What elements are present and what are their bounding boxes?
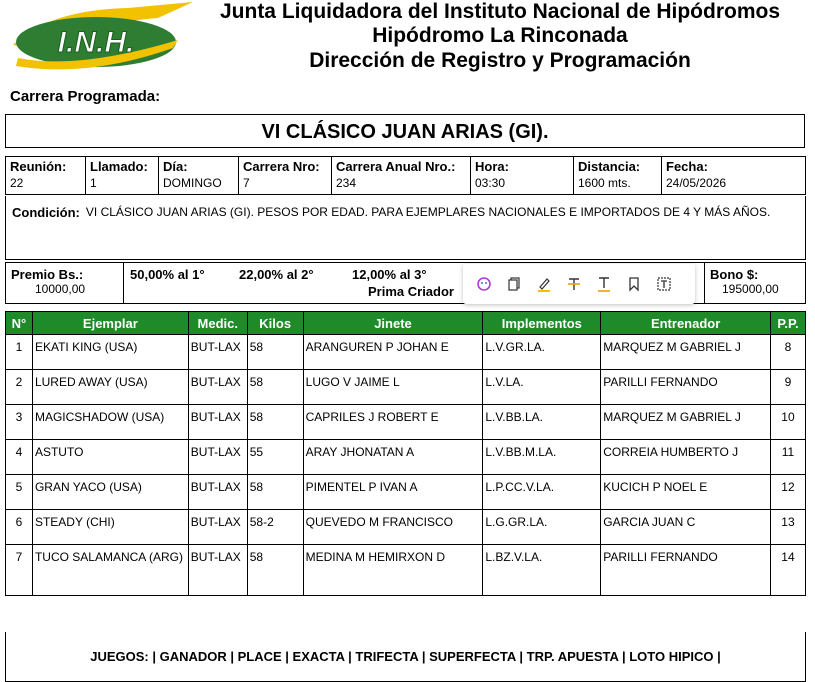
col-header-medic: Medic. bbox=[188, 312, 247, 335]
hora-cell bbox=[471, 157, 574, 194]
row-kilos: 58 bbox=[247, 545, 303, 596]
logo-text: I.N.H. bbox=[57, 26, 135, 59]
col-header-entrenador: Entrenador bbox=[601, 312, 771, 335]
fecha-label: Fecha: bbox=[666, 159, 708, 174]
ai-assistant-icon[interactable] bbox=[475, 275, 493, 293]
row-ejemplar: ASTUTO bbox=[32, 440, 188, 475]
row-entrenador: MARQUEZ M GABRIEL J bbox=[601, 405, 771, 440]
condicion-text: VI CLÁSICO JUAN ARIAS (GI). PESOS POR EDAD. PARA EJEMPLARES NACIONALES E IMPORTADOS DE 4 Y MÁS AÑOS. bbox=[85, 205, 771, 219]
race-info-row bbox=[5, 156, 806, 195]
entries-table bbox=[5, 311, 806, 596]
row-numero: 3 bbox=[6, 405, 33, 440]
bono-label: Bono $: bbox=[710, 267, 759, 282]
text-select-icon[interactable] bbox=[655, 275, 673, 293]
copy-icon[interactable] bbox=[505, 275, 523, 293]
reunion-cell bbox=[6, 157, 86, 194]
row-implementos: L.G.GR.LA. bbox=[483, 510, 601, 545]
table-row bbox=[6, 370, 806, 405]
row-numero: 1 bbox=[6, 335, 33, 370]
table-row bbox=[6, 440, 806, 475]
bookmark-icon[interactable] bbox=[625, 275, 643, 293]
distancia-cell bbox=[574, 157, 662, 194]
carrera-anual-label: Carrera Anual Nro.: bbox=[336, 159, 456, 174]
header-racetrack: Hipódromo La Rinconada bbox=[372, 24, 628, 47]
table-row bbox=[6, 405, 806, 440]
row-kilos: 58 bbox=[247, 370, 303, 405]
table-header-row bbox=[6, 312, 806, 335]
row-entrenador: MARQUEZ M GABRIEL J bbox=[601, 335, 771, 370]
distancia-value: 1600 mts. bbox=[578, 176, 631, 190]
row-numero: 6 bbox=[6, 510, 33, 545]
carrera-nro-value: 7 bbox=[243, 176, 250, 190]
row-pp: 13 bbox=[770, 510, 805, 545]
row-medic: BUT-LAX bbox=[188, 545, 247, 596]
row-implementos: L.BZ.V.LA. bbox=[483, 545, 601, 596]
row-kilos: 58-2 bbox=[247, 510, 303, 545]
hora-value: 03:30 bbox=[475, 176, 506, 190]
header-institution: Junta Liquidadora del Instituto Nacional de Hipódromos bbox=[219, 0, 781, 23]
row-medic: BUT-LAX bbox=[188, 370, 247, 405]
header-department: Dirección de Registro y Programación bbox=[309, 49, 691, 72]
row-entrenador: PARILLI FERNANDO bbox=[601, 545, 771, 596]
llamado-label: Llamado: bbox=[90, 159, 148, 174]
row-medic: BUT-LAX bbox=[188, 335, 247, 370]
row-jinete: PIMENTEL P IVAN A bbox=[303, 475, 483, 510]
reunion-label: Reunión: bbox=[10, 159, 67, 174]
row-numero: 4 bbox=[6, 440, 33, 475]
carrera-anual-cell bbox=[332, 157, 471, 194]
row-ejemplar: MAGICSHADOW (USA) bbox=[32, 405, 188, 440]
premio-label: Premio Bs.: bbox=[11, 267, 84, 282]
row-ejemplar: STEADY (CHI) bbox=[32, 510, 188, 545]
row-medic: BUT-LAX bbox=[188, 510, 247, 545]
table-row bbox=[6, 510, 806, 545]
row-implementos: L.P.CC.V.LA. bbox=[483, 475, 601, 510]
fecha-value: 24/05/2026 bbox=[666, 176, 727, 190]
table-row bbox=[6, 475, 806, 510]
llamado-cell bbox=[86, 157, 159, 194]
bono-cell bbox=[704, 263, 805, 303]
row-ejemplar: EKATI KING (USA) bbox=[32, 335, 188, 370]
row-pp: 8 bbox=[770, 335, 805, 370]
table-row bbox=[6, 545, 806, 596]
row-implementos: L.V.BB.M.LA. bbox=[483, 440, 601, 475]
row-pp: 12 bbox=[770, 475, 805, 510]
row-kilos: 58 bbox=[247, 475, 303, 510]
col-header-jinete: Jinete bbox=[303, 312, 483, 335]
carrera-programada-label: Carrera Programada: bbox=[10, 88, 161, 105]
row-numero: 5 bbox=[6, 475, 33, 510]
reunion-value: 22 bbox=[10, 176, 24, 190]
row-entrenador: PARILLI FERNANDO bbox=[601, 370, 771, 405]
dia-value: DOMINGO bbox=[163, 176, 222, 190]
row-kilos: 55 bbox=[247, 440, 303, 475]
carrera-anual-value: 234 bbox=[336, 176, 357, 190]
col-header-implementos: Implementos bbox=[483, 312, 601, 335]
condicion-label: Condición: bbox=[12, 205, 80, 220]
row-jinete: ARAY JHONATAN A bbox=[303, 440, 483, 475]
row-jinete: QUEVEDO M FRANCISCO bbox=[303, 510, 483, 545]
inh-logo bbox=[8, 0, 193, 75]
juegos-footer: JUEGOS: | GANADOR | PLACE | EXACTA | TRIFECTA | SUPERFECTA | TRP. APUESTA | LOTO HIPICO | bbox=[5, 632, 806, 682]
col-header-kilos: Kilos bbox=[247, 312, 303, 335]
llamado-value: 1 bbox=[90, 176, 97, 190]
distancia-label: Distancia: bbox=[578, 159, 641, 174]
row-kilos: 58 bbox=[247, 405, 303, 440]
underline-icon[interactable] bbox=[595, 275, 613, 293]
col-header-numero: N° bbox=[6, 312, 33, 335]
premio-tercero: 12,00% al 3° bbox=[352, 267, 427, 282]
bono-amount: 195000,00 bbox=[722, 282, 779, 296]
col-header-ejemplar: Ejemplar bbox=[32, 312, 188, 335]
annotation-toolbar bbox=[463, 264, 695, 304]
strikethrough-icon[interactable] bbox=[565, 275, 583, 293]
row-implementos: L.V.BB.LA. bbox=[483, 405, 601, 440]
col-header-pp: P.P. bbox=[770, 312, 805, 335]
row-jinete: LUGO V JAIME L bbox=[303, 370, 483, 405]
row-pp: 10 bbox=[770, 405, 805, 440]
row-kilos: 58 bbox=[247, 335, 303, 370]
premio-primero: 50,00% al 1° bbox=[130, 267, 205, 282]
carrera-nro-label: Carrera Nro: bbox=[243, 159, 320, 174]
highlight-icon[interactable] bbox=[535, 275, 553, 293]
row-numero: 2 bbox=[6, 370, 33, 405]
row-ejemplar: GRAN YACO (USA) bbox=[32, 475, 188, 510]
dia-cell bbox=[159, 157, 239, 194]
premio-segundo: 22,00% al 2° bbox=[239, 267, 314, 282]
row-implementos: L.V.LA. bbox=[483, 370, 601, 405]
table-row bbox=[6, 335, 806, 370]
carrera-nro-cell bbox=[239, 157, 332, 194]
row-pp: 11 bbox=[770, 440, 805, 475]
row-medic: BUT-LAX bbox=[188, 440, 247, 475]
row-pp: 14 bbox=[770, 545, 805, 596]
fecha-cell bbox=[662, 157, 805, 194]
hora-label: Hora: bbox=[475, 159, 509, 174]
row-jinete: ARANGUREN P JOHAN E bbox=[303, 335, 483, 370]
row-entrenador: CORREIA HUMBERTO J bbox=[601, 440, 771, 475]
row-pp: 9 bbox=[770, 370, 805, 405]
row-medic: BUT-LAX bbox=[188, 405, 247, 440]
row-jinete: CAPRILES J ROBERT E bbox=[303, 405, 483, 440]
row-entrenador: GARCIA JUAN C bbox=[601, 510, 771, 545]
row-numero: 7 bbox=[6, 545, 33, 596]
prima-criador: Prima Criador bbox=[368, 284, 454, 299]
row-implementos: L.V.GR.LA. bbox=[483, 335, 601, 370]
row-entrenador: KUCICH P NOEL E bbox=[601, 475, 771, 510]
row-ejemplar: LURED AWAY (USA) bbox=[32, 370, 188, 405]
row-medic: BUT-LAX bbox=[188, 475, 247, 510]
race-title: VI CLÁSICO JUAN ARIAS (GI). bbox=[5, 114, 805, 148]
row-jinete: MEDINA M HEMIRXON D bbox=[303, 545, 483, 596]
dia-label: Día: bbox=[163, 159, 188, 174]
premio-cell bbox=[6, 263, 124, 303]
row-ejemplar: TUCO SALAMANCA (ARG) bbox=[32, 545, 188, 596]
condicion-box bbox=[5, 196, 806, 260]
premio-amount: 10000,00 bbox=[35, 282, 86, 296]
